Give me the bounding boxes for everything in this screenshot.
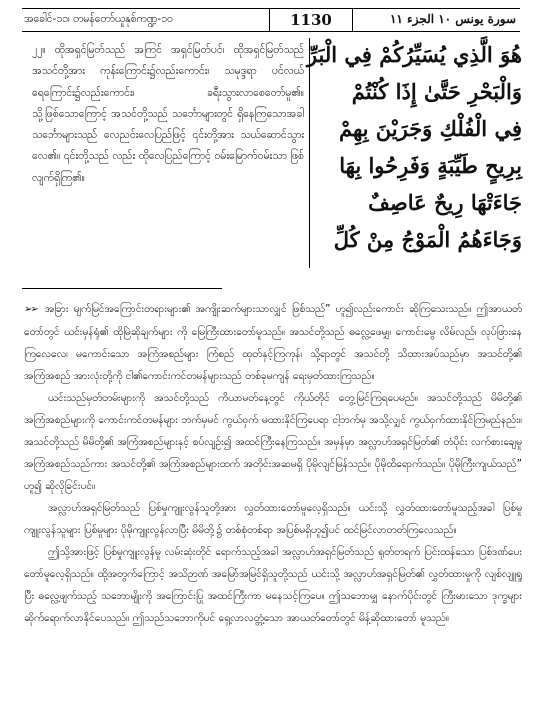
arabic-line: وَجَاءَهُمُ الْمَوْجُ مِنْ كُلِّ (333, 227, 522, 252)
arabic-line: فِي الْفُلْكِ وَجَرَيْنَ بِهِمْ (338, 116, 522, 141)
footnote-marker: ➢➢ (24, 304, 37, 315)
footnote-paragraph (24, 298, 522, 387)
arabic-line: جَاءَتْهَا رِيحٌ عَاصِفٌ (368, 190, 522, 215)
footnote-paragraph: အလ္လာဟ်အရှင်မြတ်သည် ပြစ်မှုကျူးလွန်သူတို့အား လွှတ်ထားတော်မူလေ့ရှိသည်။ ယင်းသို့ လွှတ်ထားတော်မူသည့်အခါ ပြစ်မှုကျူးလွန်သူများ ပြစ်မှုများ ပိုမိုကျူးလွန်လာပြီး မိမိတို့၌ တစ်စုံတစ်ရာ အပြစ်မရှိဟူ၍ပင် ထင်မြင်လာတတ်ကြလေသည်။ (24, 502, 522, 536)
arabic-line: وَالْبَحْرِ حَتَّىٰ إِذَا كُنْتُمْ (351, 79, 522, 104)
footnote-separator (22, 288, 222, 289)
arabic-line: هُوَ الَّذِي يُسَيِّرُكُمْ فِي الْبَرِّ (306, 42, 522, 67)
arabic-line: بِرِيحٍ طَيِّبَةٍ وَفَرِحُوا بِهَا (339, 153, 522, 178)
header-chapter-title: အခေါင်-၁၁၊ တမန်တော်ယူနုစ်ကဏ္ဍ-၁၀ (24, 13, 173, 25)
footnote-text: အခြား မျက်မြင်အကြောင်းတရားများ၏ အကျိုးဆက်များသာလျှင် ဖြစ်သည်” ဟူ၍လည်းကောင်း ဆိုကြသေးသည်။ ဤအာယတ်တော်တွင် ယင်းမှန်ရုံ၏ ထိုမြဲဆိုချက်များ ကို မြေကြီးထားတော်မူသည်။ အသင်တို့သည် ဓလ္လေ့ဖေမျှ၊ ကောင်းမွေ လိမ်လည်၊ လုပ်ဖြားနေကြလေလေ၊ မကောင်းသော အကြံအစည်များ ကြံစည် ထုတ်နှင့်ကြကုန်၊ သို့ရာတွင် အသင်တို့ သိထားအပ်သည်မှာ အသင်တို့၏ အကြံအစည် အားလုံးတို့ကို ငါ၏ကောင်းကင်တမန်များသည် တစ်ခုမကျန် ရေးမှတ်ထားကြသည်။ (24, 303, 522, 382)
header-surah-juz: سورة يونس ١٠ الجزء ١١ (389, 12, 516, 26)
footnote-paragraph: ယင်းသည်မှတ်တမ်းများကို အသင်တို့သည် ကိယာမတ်နေ့တွင် ကိုယ်တိုင် တွေ့မြင်ကြရပေမည်။ အသင်တို့သည် မိမိတို့၏ အကြံအစည်များကို ကောင်းကင်တမန်များ ဘက်မှမင် ကွယ်ဝှက် မထားနိုင်ကြပေရာ ငါ့ဘက်မှ အသို့လျှင် ကွယ်ဝှက်ထားနိုင်ကြမည်နည်း။ အသင်တို့သည် မိမိတို့၏ အကြံအစည်များနှင့် စပ်လျဉ်း၍ အထင်ကြီးနေကြသည်။ အမှန်မှာ အလ္လာဟ်အရှင်မြတ်၏ တံပိုင်း လက်စားချေမှု အကြံအစည်သည်ကား အသင်တို့၏ အကြံအစည်များထက် အတိုင်းအဆမရှိ ပိုမိုလျင်မြန်သည်။ ပိုမိုထိရောက်သည်။ ပိုမိုကြီးကျယ်သည်” ဟူ၍ ဆိုလိုခြင်းပင်။ (24, 392, 522, 492)
page-header (22, 8, 520, 32)
translation-text: ၂၂။ ထိုအရှင်မြတ်သည် အကြင် အရှင်မြတ်ပင်၊ ထိုအရှင်မြတ်သည် အသင်တို့အား ကုန်းကြောင်း၌လည်းကောင်း၊ သမုဒ္ဒရာ ပင်လယ်ရေကြောင်း၌လည်းကောင်း၊ ခရီးသွားလာစေတော်မူ၏။ သို့ဖြစ်သောကြောင့် အသင်တို့သည် သင်္ဘောများတွင် ရှိနေကြသောအခါ သင်္ဘောများသည် လေညင်းလေပြည်ဖြင့် ၎င်းတို့အား သယ်ဆောင်သွားလေ၏။ ၎င်းတို့သည် လည်း ထိုလေပြည်ကြောင့် ဝမ်းမြောက်ဝမ်းသာ ဖြစ်လျက်ရှိကြ၏။ (32, 44, 304, 184)
footnote (24, 298, 522, 629)
arabic-verse (306, 36, 522, 258)
page-number: 1130 (269, 8, 353, 32)
footnote-paragraph: ဤသို့အားဖြင့် ပြစ်မှုကျူးလွန်မှု လမ်းဆုံးတိုင် ရောက်သည့်အခါ အလ္လာဟ်အရှင်မြတ်သည် ရုတ်တရက် ပြင်းထန်သော ပြစ်ဒဏ်ပေးတော်မူလေ့ရှိသည်။ ထို့အတွက်ကြောင့် အသိဉာဏ် အမြော်အမြင်ရှိသူတို့သည် ယင်းသို့ အလ္လာဟ်အရှင်မြတ်၏ လွှတ်ထားမှုကို လျစ်လျူရှုပြီး ဓလ္လေ့ဖျက်သည့် သဘောမျိုးကို အကြောင်းပြု အထင်ကြီးကာ မနေသင့်ကြပေ။ ဤသဘောမျှ နောက်ပိုင်းတွင် ကြီးမားသော ဒုက္ခများ ဆိုက်ရောက်လာနိုင်ပေသည်။ ဤသည်သဘောကိုပင် ရှေ့လာလတ္တံ့သော အာယတ်တော်တွင် မိန့်ဆိုထားတော် မူသည်။ (24, 546, 522, 624)
